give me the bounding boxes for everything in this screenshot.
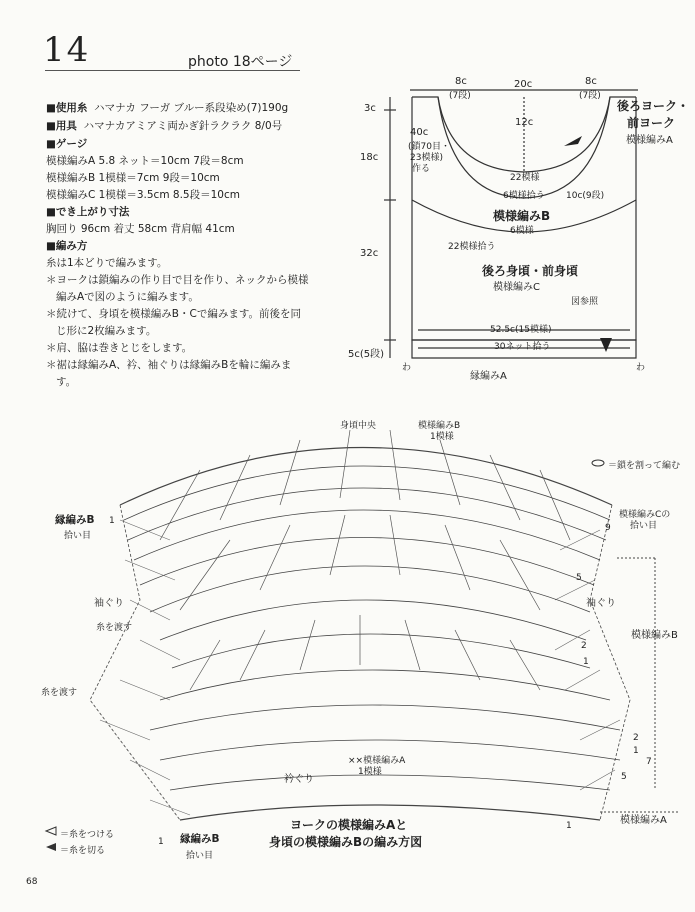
method-line: す。 (56, 376, 77, 388)
dim-12c: 12c (515, 117, 534, 128)
pattern-number: 14 (43, 30, 91, 70)
legend-split-chain: ＝鎖を割って編む (608, 461, 681, 471)
gauge-line: 模様編みC 1模様＝3.5cm 8.5段＝10cm (46, 189, 240, 201)
yarn-spec: ■使用糸 ハマナカ フーガ ブルー系段染め(7)190g (46, 102, 289, 114)
neck-note: 23模様) (410, 153, 443, 163)
page-number: 68 (26, 877, 38, 887)
dim-5c: 5c(5段) (348, 349, 385, 360)
row-number: 2 (633, 733, 639, 743)
label-pick-22: 22模様拾う (448, 242, 496, 252)
label-10c: 10c(9段) (566, 191, 605, 201)
row-number: 1 (158, 837, 164, 847)
carry-yarn-1: 糸を渡す (96, 623, 133, 633)
armhole-left: 袖ぐり (94, 598, 124, 609)
gauge-line: 模様編みB 1模様＝7cm 9段＝10cm (46, 172, 220, 184)
method-line: 糸は1本どりで編みます。 (46, 257, 168, 269)
armhole-right: 袖ぐり (586, 598, 616, 609)
method-line: ＊ヨークは鎖編みの作り目で目を作り、ネックから模様 (46, 274, 309, 286)
pattern-B-right: 模様編みB (631, 630, 678, 641)
yoke-pattern: 模様編みA (626, 135, 673, 146)
tool-value: ハマナカアミアミ両かぎ針ラクラク 8/0号 (83, 120, 283, 132)
label-6-patterns: 6模様 (510, 226, 534, 236)
row-number: 5 (621, 772, 627, 782)
hem-pick: 30ネット拾う (494, 342, 551, 352)
method-line: ＊肩、脇は巻きとじをします。 (46, 342, 193, 354)
edging-B-bottom: 縁編みB (180, 833, 220, 845)
loop-mark-left: わ (402, 363, 412, 373)
row-number: 1 (583, 657, 589, 667)
pick-eye-bottom: 拾い目 (186, 851, 214, 861)
row-number: 7 (646, 757, 652, 767)
method-line: じ形に2枚編みます。 (56, 325, 157, 337)
size-heading: ■でき上がり寸法 (46, 206, 130, 218)
row-number: 1 (566, 821, 572, 831)
row-number: 2 (581, 641, 587, 651)
dim-shoulder-right: 8c (585, 76, 597, 87)
size-value: 胸回り 96cm 着丈 58cm 背肩幅 41cm (46, 223, 235, 235)
see-figure: 図参照 (571, 297, 599, 307)
dim-3c: 3c (364, 103, 376, 114)
label-pattern-B: 模様編みB (493, 209, 551, 223)
label-22-patterns: 22模様 (510, 173, 540, 183)
method-line: ＊続けて、身頃を模様編みB・Cで編みます。前後を同 (46, 308, 301, 320)
method-line: 編みAで図のように編みます。 (56, 291, 199, 303)
one-repeat-top: 1模様 (430, 432, 454, 442)
photo-page: 18 (232, 54, 251, 70)
dim-shoulder-left-rows: (7段) (449, 91, 471, 101)
dim-shoulder-left: 8c (455, 76, 467, 87)
gauge-label: ゲージ (55, 138, 88, 150)
gauge-line: 模様編みA 5.8 ネット＝10cm 7段＝8cm (46, 155, 244, 167)
pattern-A-center-2: 1模様 (358, 767, 382, 777)
photo-suffix: ページ (250, 54, 293, 70)
loop-mark-right: わ (636, 363, 646, 373)
yarn-value: ハマナカ フーガ ブルー系段染め(7)190g (94, 102, 289, 114)
yoke-title: 後ろヨーク・ (617, 99, 690, 113)
row-number: 1 (109, 516, 115, 526)
hem-width: 52.5c(15模様) (490, 325, 552, 335)
pattern-C-pick: 模様編みCの (619, 510, 671, 520)
pattern-B-top: 模様編みB (418, 421, 461, 431)
gauge-heading: ■ゲージ (46, 138, 88, 150)
dim-shoulder-right-rows: (7段) (579, 91, 601, 101)
carry-yarn-2: 糸を渡す (41, 688, 78, 698)
method-line: ＊裾は縁編みA、衿、袖ぐりは縁編みBを輪に編みま (46, 359, 292, 371)
neck-note: 作る (412, 164, 431, 174)
row-number: 1 (633, 746, 639, 756)
neckline-label: 衿ぐり (284, 774, 314, 785)
body-center-label: 身頃中央 (340, 421, 377, 431)
yoke-title-2: 前ヨーク (627, 116, 676, 130)
legend-attach-yarn: ＝糸をつける (60, 830, 115, 840)
chart-caption-2: 身頃の模様編みBの編み方図 (269, 835, 423, 849)
row-number: 9 (605, 523, 611, 533)
pattern-A-right: 模様編みA (620, 815, 667, 826)
edging-B-left: 縁編みB (55, 514, 95, 526)
pattern-C-pick-2: 拾い目 (630, 521, 658, 531)
chart-caption-1: ヨークの模様編みAと (290, 818, 408, 832)
legend-cut-yarn: ＝糸を切る (60, 846, 106, 856)
tool-label: 用具 (55, 120, 77, 132)
yarn-label: 使用糸 (55, 102, 88, 114)
dim-32c: 32c (360, 248, 379, 259)
neck-note: (鎖70目・ (408, 142, 450, 152)
neck-note: 40c (410, 127, 429, 138)
photo-label: photo (188, 54, 229, 70)
label-pick-6: 6模様拾う (503, 191, 545, 201)
pattern-A-center: ××模様編みA (348, 756, 406, 766)
method-heading: ■編み方 (46, 240, 88, 252)
body-title: 後ろ身頃・前身頃 (482, 264, 579, 278)
row-number: 5 (576, 573, 582, 583)
method-label: 編み方 (55, 240, 88, 252)
dim-neck-width: 20c (514, 79, 533, 90)
tool-spec: ■用具 ハマナカアミアミ両かぎ針ラクラク 8/0号 (46, 120, 283, 132)
label-pattern-C: 模様編みC (493, 282, 540, 293)
pick-eye-left: 拾い目 (64, 531, 92, 541)
hem-edging-A: 縁編みA (470, 371, 507, 382)
size-label: でき上がり寸法 (55, 206, 130, 218)
dim-18c: 18c (360, 152, 379, 163)
